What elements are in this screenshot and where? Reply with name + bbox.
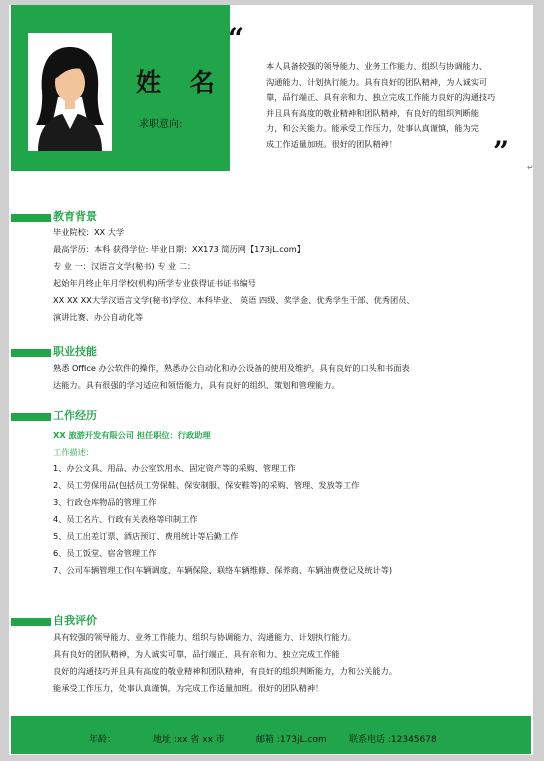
section-bar <box>11 349 51 357</box>
avatar <box>28 33 112 151</box>
header-panel <box>11 5 230 171</box>
section-label: 职业技能 <box>53 345 97 358</box>
skills-line: 达能力。具有很强的学习适应和领悟能力，具有良好的组织、策划和管理能力。 <box>53 380 340 390</box>
work-item: 2、员工劳保用品(包括员工劳保鞋、保安制服、保安鞋等)的采购、管理、发放等工作 <box>53 480 360 490</box>
intro-line: 靠，品行端正、具有亲和力、独立完成工作能力良好的沟通技巧 <box>266 92 496 102</box>
work-company-line: XX 旅游开发有限公司 担任职位：行政助理 <box>53 430 211 440</box>
work-desc-label: 工作描述： <box>53 447 94 457</box>
paragraph-mark-icon: ↵ <box>527 163 534 172</box>
contact-footer <box>11 716 531 754</box>
section-bar <box>11 214 51 222</box>
female-avatar-icon <box>28 33 112 151</box>
section-label: 教育背景 <box>53 210 97 223</box>
skills-line: 熟悉 Office 办公软件的操作，熟悉办公自动化和办公设备的使用及维护。具有良好的口头和书面表 <box>53 363 410 373</box>
education-line: 毕业院校：XX 大学 <box>53 227 125 237</box>
footer-email: 邮箱 :173jL.com <box>256 735 327 745</box>
work-item: 5、员工出差订票、酒店预订、费用统计等后勤工作 <box>53 531 239 541</box>
education-line: 起始年月终止年月学校(机构)所学专业获得证书证书编号 <box>53 278 256 288</box>
resume-page <box>9 5 533 755</box>
education-line: 最高学历：本科 获得学位: 毕业日期：XX173 简历网【173jL.com】 <box>53 244 305 254</box>
education-section-title <box>9 210 533 222</box>
intro-line: 力，和公关能力。能承受工作压力，处事认真谨慎，能为完 <box>266 123 479 133</box>
quote-close-mark: ” <box>493 135 510 168</box>
intro-line: 本人具备较强的领导能力、业务工作能力、组织与协调能力、 <box>266 61 488 71</box>
work-item: 1、办公文具、用品、办公室饮用水、固定资产等的采购、管理工作 <box>53 463 296 473</box>
work-item: 7、公司车辆管理工作(车辆调度、车辆保险、联络车辆维修、保养商、车辆油费登记及统计等) <box>53 565 393 575</box>
intro-paragraph <box>266 59 516 152</box>
footer-address: 地址 :xx 省 xx 市 <box>153 735 225 745</box>
quote-open-mark: “ <box>228 22 245 55</box>
section-bar <box>11 413 51 421</box>
evaluation-line: 具有较强的领导能力、业务工作能力、组织与协调能力、沟通能力、计划执行能力。 <box>53 632 356 642</box>
work-item: 6、员工饭堂、宿舍管理工作 <box>53 548 157 558</box>
skills-section-title <box>9 345 533 357</box>
job-intent-label: 求职意向: <box>139 119 183 130</box>
footer-phone: 联系电话 :12345678 <box>349 735 437 745</box>
intro-line: 沟通能力、计划执行能力。具有良好的团队精神，为人诚实可 <box>266 76 488 87</box>
education-line: 专 业 一：汉语言文学(秘书) 专 业 二： <box>53 261 196 271</box>
evaluation-line: 良好的沟通技巧并且具有高度的敬业精神和团队精神，有良好的组织判断能力，力和公关能力。 <box>53 666 397 676</box>
evaluation-line: 能承受工作压力，处事认真谨慎，为完成工作适量加班。很好的团队精神！ <box>53 683 324 693</box>
education-line: 演讲比赛、办公自动化等 <box>53 312 144 322</box>
footer-age: 年龄： <box>89 735 117 745</box>
section-label: 自我评价 <box>53 614 97 627</box>
education-line: XX XX XX大学汉语言文学(秘书)学位、本科毕业、 英语 四级、奖学金、优秀学生干部、优秀团员、 <box>53 295 415 305</box>
work-item: 4、员工名片、行政有关表格等印制工作 <box>53 514 198 524</box>
intro-line: 成工作适量加班。很好的团队精神！ <box>266 138 398 149</box>
candidate-name: 姓 名 <box>136 68 225 97</box>
section-bar <box>11 618 51 626</box>
evaluation-section-title <box>9 614 533 626</box>
work-item: 3、行政仓库物品的管理工作 <box>53 497 157 507</box>
work-section-title <box>9 409 533 421</box>
intro-line: 并且具有高度的敬业精神和团队精神，有良好的组织判断能 <box>266 107 479 118</box>
evaluation-line: 具有良好的团队精神，为人诚实可靠，品行端正、具有亲和力、独立完成工作能 <box>53 649 340 659</box>
section-label: 工作经历 <box>53 409 97 422</box>
